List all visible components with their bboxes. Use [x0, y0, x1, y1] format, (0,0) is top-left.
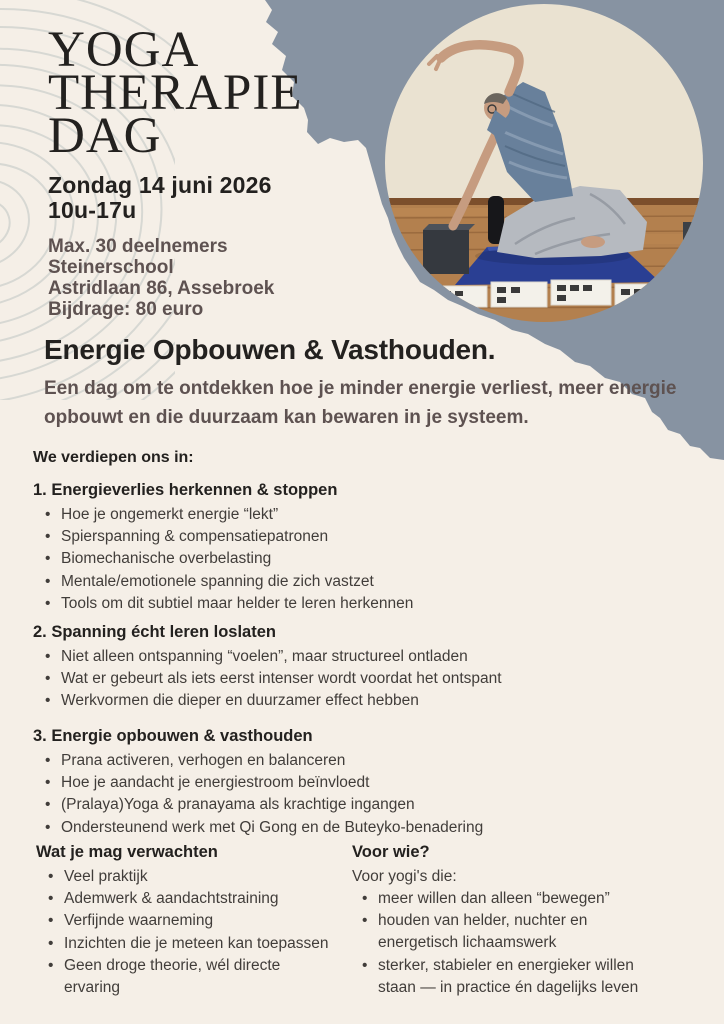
section-title: 2. Spanning écht leren loslaten	[33, 623, 276, 641]
list-item: • meer willen dan alleen “bewegen”	[352, 888, 668, 910]
list-item: • houden van helder, nuchter en energetisch lichaamswerk	[352, 910, 668, 954]
column-title: Wat je mag verwachten	[36, 843, 218, 861]
date-line: Zondag 14 juni 2026	[48, 172, 272, 198]
section-list	[33, 646, 693, 713]
yoga-block-left	[423, 224, 475, 274]
column-audience	[352, 843, 668, 999]
sections-lead: We verdiepen ons in:	[33, 449, 194, 466]
yoga-photo	[385, 4, 703, 322]
list-item: • Tools om dit subtiel maar helder te leren herkennen	[33, 593, 693, 615]
list-item: • Ondersteunend werk met Qi Gong en de Buteyko-benadering	[33, 817, 693, 839]
detail-participants: Max. 30 deelnemers	[48, 236, 228, 257]
section-energie-opbouwen	[33, 727, 693, 839]
list-item: • Mentale/emotionele spanning die zich vastzet	[33, 571, 693, 593]
detail-venue: Steinerschool	[48, 257, 174, 278]
column-expectations	[36, 843, 338, 999]
yoga-photo-scene	[385, 4, 703, 322]
detail-fee: Bijdrage: 80 euro	[48, 299, 204, 320]
list-item: • Biomechanische overbelasting	[33, 548, 693, 570]
list-item: • Niet alleen ontspanning “voelen”, maar structureel ontladen	[33, 646, 693, 668]
section-spanning	[33, 623, 693, 713]
title-line: YOGA	[48, 22, 200, 78]
column-lead: Voor yogi's die:	[352, 868, 457, 885]
list-item: • Hoe je aandacht je energiestroom beïnvloedt	[33, 772, 693, 794]
list-item: • Ademwerk & aandachtstraining	[36, 888, 338, 910]
title-line: DAG	[48, 108, 162, 164]
foot	[581, 236, 605, 248]
list-item: • Geen droge theorie, wél directe ervaring	[36, 955, 338, 999]
list-item: • Hoe je ongemerkt energie “lekt”	[33, 504, 693, 526]
list-item: • Verfijnde waarneming	[36, 910, 338, 932]
detail-address: Astridlaan 86, Assebroek	[48, 278, 275, 299]
list-item: • Werkvormen die dieper en duurzamer effect hebben	[33, 690, 693, 712]
section-title: 1. Energieverlies herkennen & stoppen	[33, 481, 338, 499]
section-list	[33, 750, 693, 839]
list-item: • (Pralaya)Yoga & pranayama als krachtige ingangen	[33, 794, 693, 816]
list-item: • sterker, stabieler en energieker willen staan — in practice én dagelijks leven	[352, 955, 668, 999]
intro-paragraph: Een dag om te ontdekken hoe je minder energie verliest, meer energie opbouwt en die duurzaam kan bewaren in je systeem.	[44, 378, 677, 428]
list-item: • Inzichten die je meteen kan toepassen	[36, 933, 338, 955]
section-list	[33, 504, 693, 615]
event-date	[48, 173, 272, 223]
event-details	[48, 236, 274, 320]
section-energieverlies	[33, 481, 693, 615]
theme-heading: Energie Opbouwen & Vasthouden.	[44, 334, 496, 365]
title-line: THERAPIE	[48, 65, 303, 121]
column-title: Voor wie?	[352, 843, 430, 861]
column-list	[36, 866, 338, 999]
list-item: • Prana activeren, verhogen en balanceren	[33, 750, 693, 772]
column-list	[352, 888, 668, 999]
section-title: 3. Energie opbouwen & vasthouden	[33, 727, 313, 745]
list-item: • Spierspanning & compensatiepatronen	[33, 526, 693, 548]
list-item: • Veel praktijk	[36, 866, 338, 888]
list-item: • Wat er gebeurt als iets eerst intenser wordt voordat het ontspant	[33, 668, 693, 690]
time-line: 10u-17u	[48, 197, 137, 223]
page-title	[48, 22, 303, 164]
